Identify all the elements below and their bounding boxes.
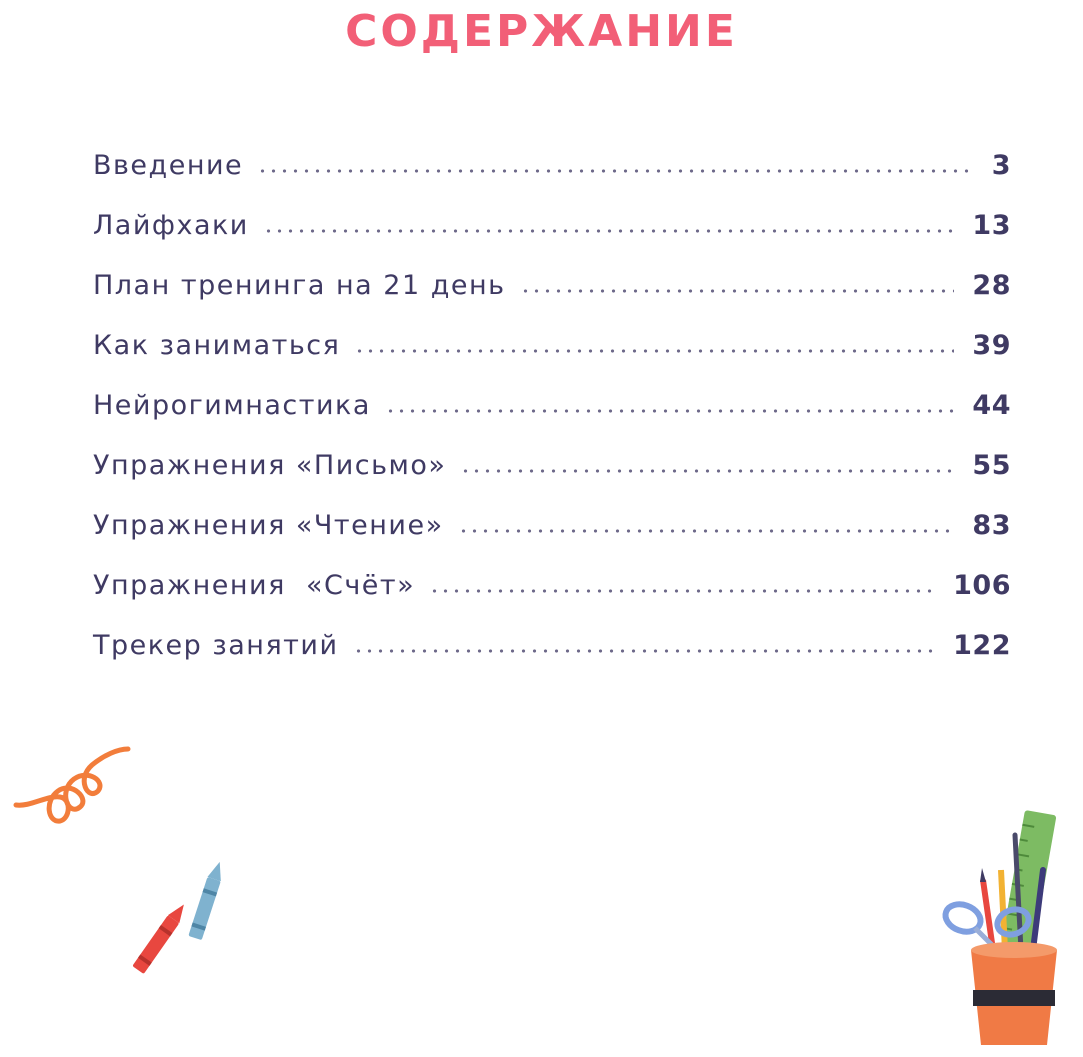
toc-entry-title: Введение xyxy=(93,150,244,181)
dot-leader xyxy=(460,469,954,473)
toc-entry-page: 44 xyxy=(972,390,1011,421)
toc-entry-page: 13 xyxy=(972,210,1011,241)
toc-entry-page: 39 xyxy=(972,330,1011,361)
crayons-icon xyxy=(100,850,240,990)
toc-entry-title: Как заниматься xyxy=(93,330,341,361)
toc-entry[interactable] xyxy=(93,330,1011,390)
toc-entry-title: Трекер занятий xyxy=(93,630,339,661)
toc-entry-title: Упражнения «Счёт» xyxy=(93,570,416,601)
toc-entry[interactable] xyxy=(93,390,1011,450)
toc-entry[interactable] xyxy=(93,210,1011,270)
toc-entry[interactable] xyxy=(93,150,1011,210)
table-of-contents xyxy=(93,150,1011,690)
toc-entry-page: 83 xyxy=(972,510,1011,541)
toc-entry[interactable] xyxy=(93,450,1011,510)
dot-leader xyxy=(385,409,955,413)
dot-leader xyxy=(353,649,936,653)
toc-entry[interactable] xyxy=(93,570,1011,630)
toc-entry[interactable] xyxy=(93,270,1011,330)
stationery-cup-icon xyxy=(935,800,1075,1050)
dot-leader xyxy=(458,529,955,533)
toc-entry-page: 122 xyxy=(953,630,1011,661)
toc-entry-title: Лайфхаки xyxy=(93,210,249,241)
toc-entry[interactable] xyxy=(93,630,1011,690)
dot-leader xyxy=(520,289,955,293)
toc-entry-page: 55 xyxy=(972,450,1011,481)
toc-entry-title: План тренинга на 21 день xyxy=(93,270,506,301)
page-title: СОДЕРЖАНИЕ xyxy=(345,6,738,57)
dot-leader xyxy=(429,589,935,593)
toc-entry-title: Упражнения «Письмо» xyxy=(93,450,447,481)
dot-leader xyxy=(354,349,954,353)
toc-entry-page: 3 xyxy=(991,150,1011,181)
toc-entry-page: 28 xyxy=(972,270,1011,301)
dot-leader xyxy=(257,169,974,173)
dot-leader xyxy=(263,229,955,233)
toc-entry-title: Нейрогимнастика xyxy=(93,390,371,421)
toc-entry-title: Упражнения «Чтение» xyxy=(93,510,444,541)
toc-entry[interactable] xyxy=(93,510,1011,570)
squiggle-icon xyxy=(10,735,140,835)
toc-entry-page: 106 xyxy=(953,570,1011,601)
